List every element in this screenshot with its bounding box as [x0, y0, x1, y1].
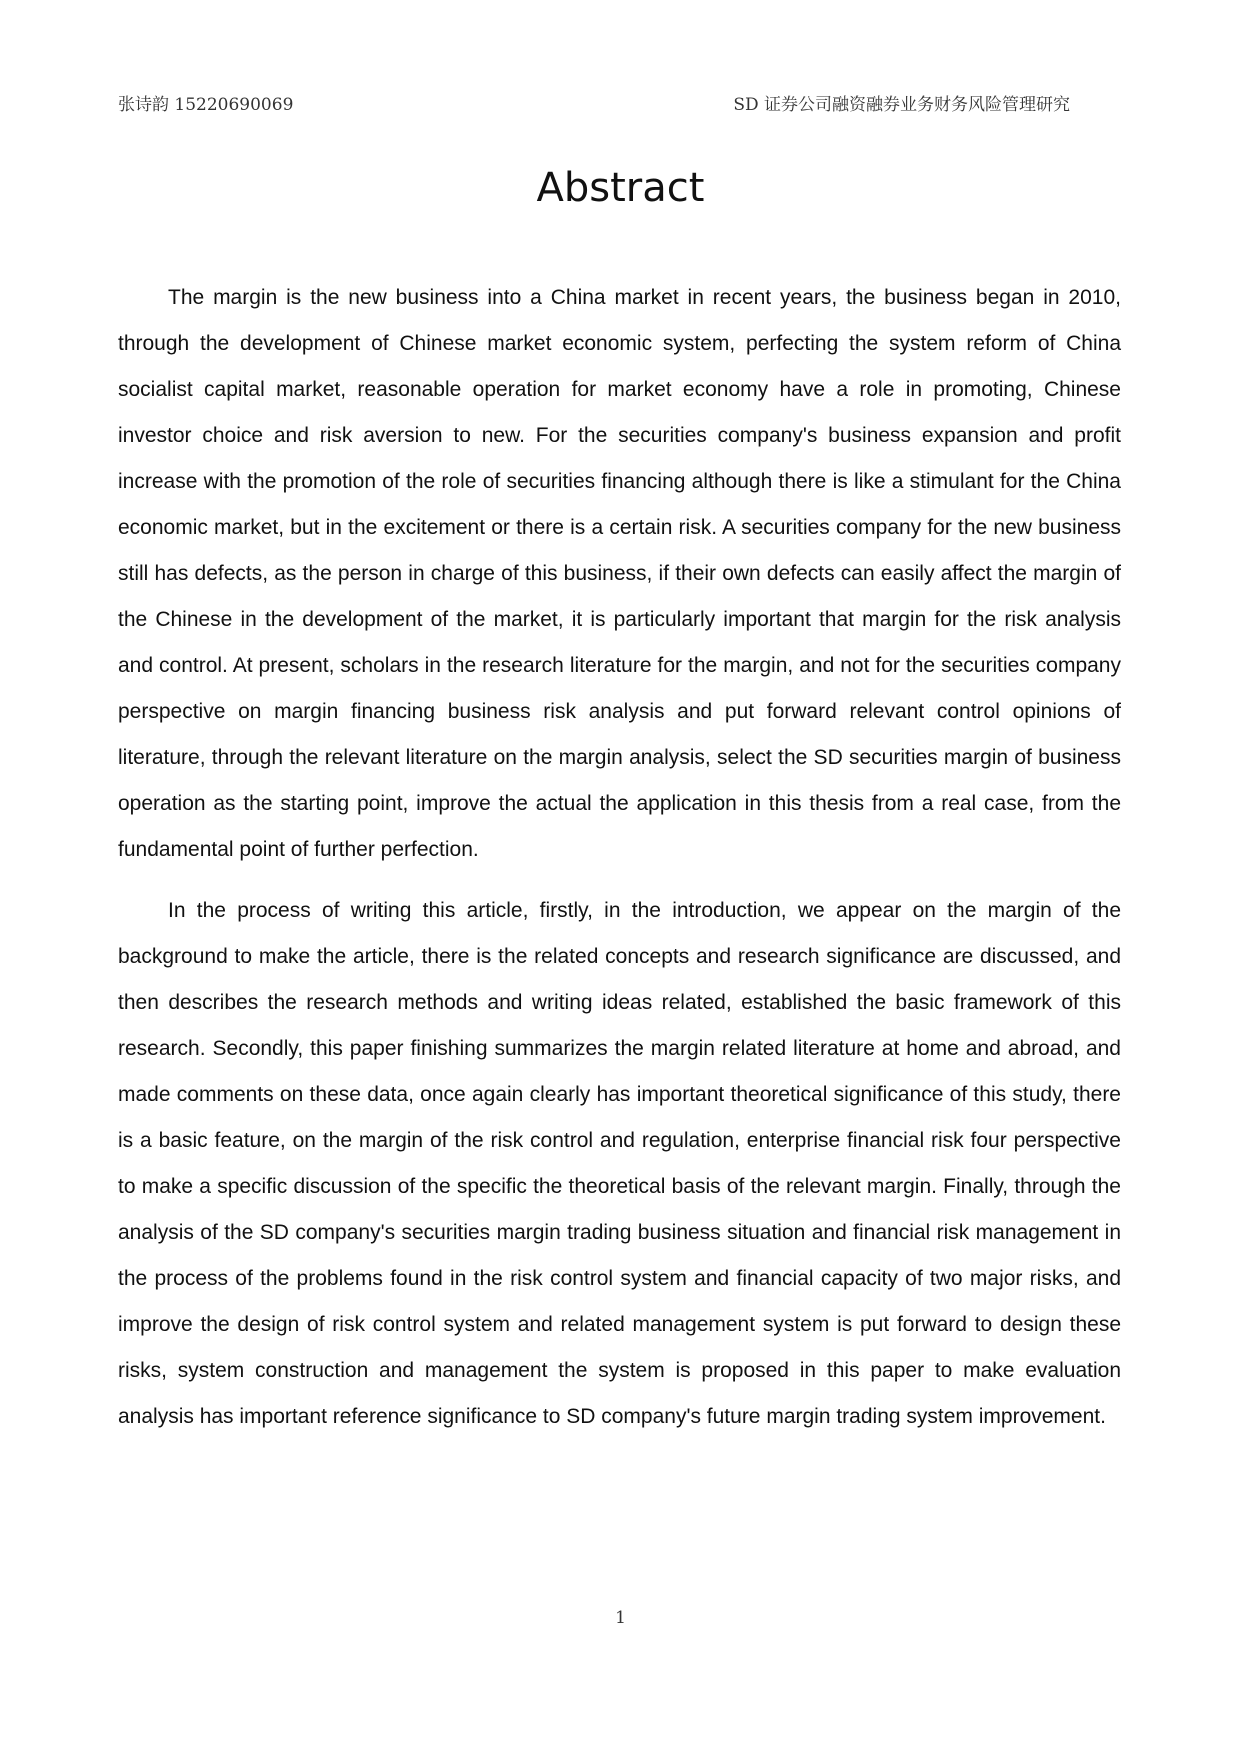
page-number: 1 [615, 1608, 626, 1628]
abstract-paragraph-2: In the process of writing this article, firstly, in the introduction, we appear on the margin of the background to make the article, there is the related concepts and research significance are discussed, and then describes the research methods and writing ideas related, established the basic framework of this research. Secondly, this paper finishing summarizes the margin related literature at home and abroad, and made comments on these data, once again clearly has important theoretical significance of this study, there is a basic feature, on the margin of the risk control and regulation, enterprise financial risk four perspective to make a specific discussion of the specific the theoretical basis of the relevant margin. Finally, through the analysis of the SD company's securities margin trading business situation and financial risk management in the process of the problems found in the risk control system and financial capacity of two major risks, and improve the design of risk control system and related management system is put forward to design these risks, system construction and management the system is proposed in this paper to make evaluation analysis has important reference significance to SD company's future margin trading system improvement. [118, 899, 1121, 1428]
abstract-paragraph-1: The margin is the new business into a China market in recent years, the business began in 2010, through the development of Chinese market economic system, perfecting the system reform of China socialist capital market, reasonable operation for market economy have a role in promoting, Chinese investor choice and risk aversion to new. For the securities company's business expansion and profit increase with the promotion of the role of securities financing although there is like a stimulant for the China economic market, but in the excitement or there is a certain risk. A securities company for the new business still has defects, as the person in charge of this business, if their own defects can easily affect the margin of the Chinese in the development of the market, it is particularly important that margin for the risk analysis and control. At present, scholars in the research literature for the margin, and not for the securities company perspective on margin financing business risk analysis and put forward relevant control opinions of literature, through the relevant literature on the margin analysis, select the SD securities margin of business operation as the starting point, improve the actual the application in this thesis from a real case, from the fundamental point of further perfection. [118, 286, 1121, 861]
header-author: 张诗韵 15220690069 [118, 95, 294, 115]
page-title: Abstract [536, 165, 705, 211]
header-thesis-title: SD 证券公司融资融券业务财务风险管理研究 [733, 95, 1070, 115]
abstract-body [118, 275, 1121, 1455]
